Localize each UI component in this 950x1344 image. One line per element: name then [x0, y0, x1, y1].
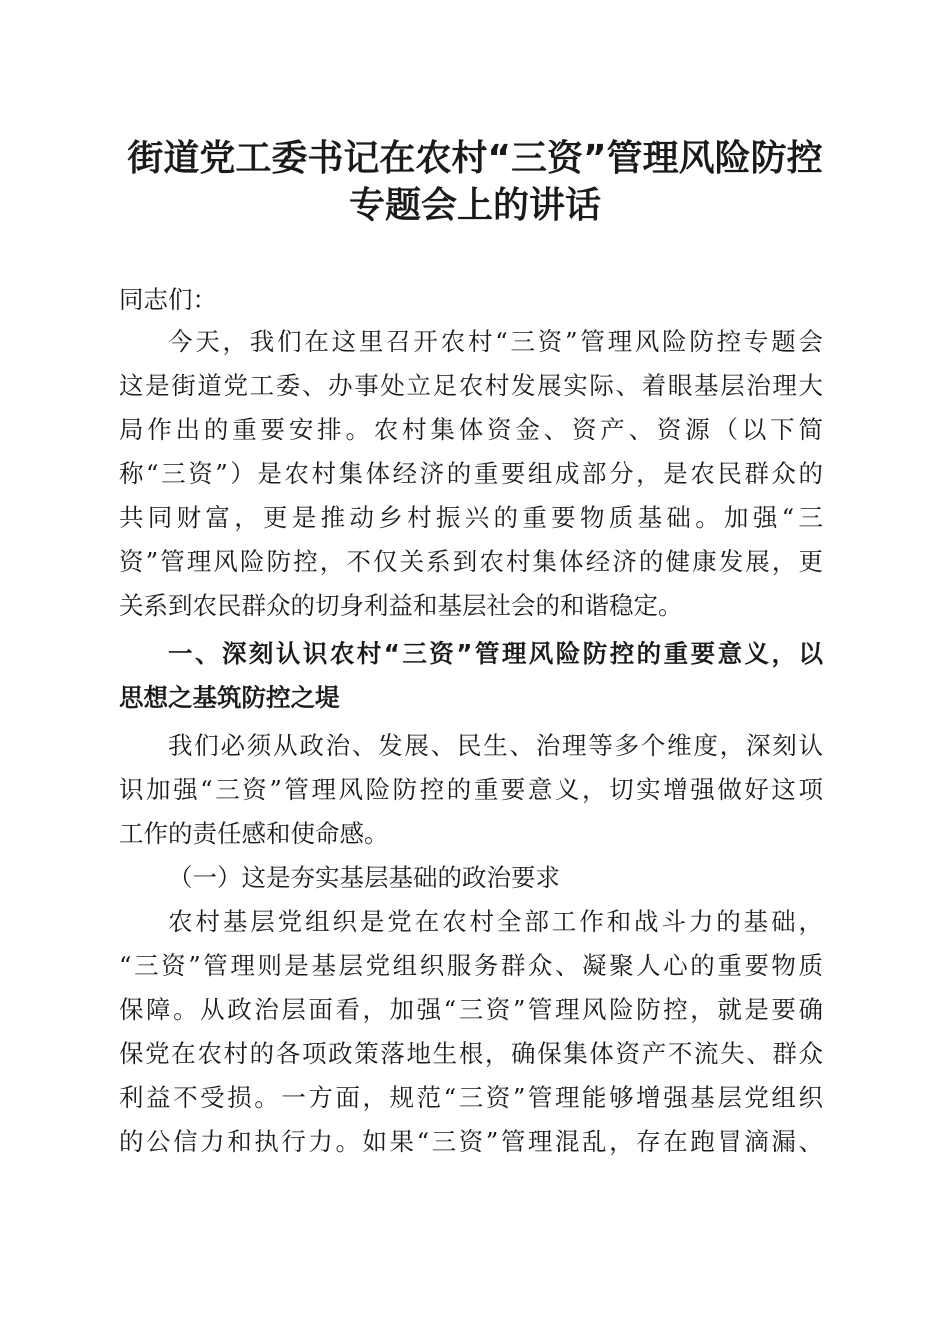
subsection-heading: （一）这是夯实基层基础的政治要求	[168, 863, 560, 892]
salutation: 同志们：	[119, 285, 217, 314]
paragraph-line: 农村基层党组织是党在农村全部工作和战斗力的基础，	[168, 907, 823, 936]
paragraph-line: 资”管理风险防控，不仅关系到农村集体经济的健康发展，更	[119, 547, 823, 576]
paragraph-line: 今天，我们在这里召开农村“三资”管理风险防控专题会	[168, 327, 823, 356]
paragraph-line: 利益不受损。一方面，规范“三资”管理能够增强基层党组织	[119, 1083, 823, 1112]
paragraph-line: 关系到农民群众的切身利益和基层社会的和谐稳定。	[119, 591, 683, 620]
paragraph-line: 保党在农村的各项政策落地生根，确保集体资产不流失、群众	[119, 1039, 823, 1068]
section-heading-line: 一、深刻认识农村“三资”管理风险防控的重要意义，以	[168, 639, 823, 668]
paragraph-line: 工作的责任感和使命感。	[119, 819, 389, 848]
paragraph-line: “三资”管理则是基层党组织服务群众、凝聚人心的重要物质	[119, 951, 823, 980]
paragraph-line: 共同财富，更是推动乡村振兴的重要物质基础。加强“三	[119, 503, 823, 532]
paragraph-line: 识加强“三资”管理风险防控的重要意义，切实增强做好这项	[119, 775, 823, 804]
document-title-line-1: 街道党工委书记在农村“三资”管理风险防控	[127, 138, 823, 179]
paragraph-line: 我们必须从政治、发展、民生、治理等多个维度，深刻认	[168, 731, 823, 760]
paragraph-line: 保障。从政治层面看，加强“三资”管理风险防控，就是要确	[119, 995, 823, 1024]
paragraph-line: 的公信力和执行力。如果“三资”管理混乱，存在跑冒滴漏、	[119, 1127, 823, 1156]
paragraph-line: 局作出的重要安排。农村集体资金、资产、资源（以下简	[119, 415, 823, 444]
paragraph-line: 这是街道党工委、办事处立足农村发展实际、着眼基层治理大	[119, 371, 823, 400]
paragraph-line: 称“三资”）是农村集体经济的重要组成部分，是农民群众的	[119, 459, 823, 488]
document-title-line-2: 专题会上的讲话	[348, 185, 601, 226]
section-heading-line: 思想之基筑防控之堤	[119, 683, 340, 712]
